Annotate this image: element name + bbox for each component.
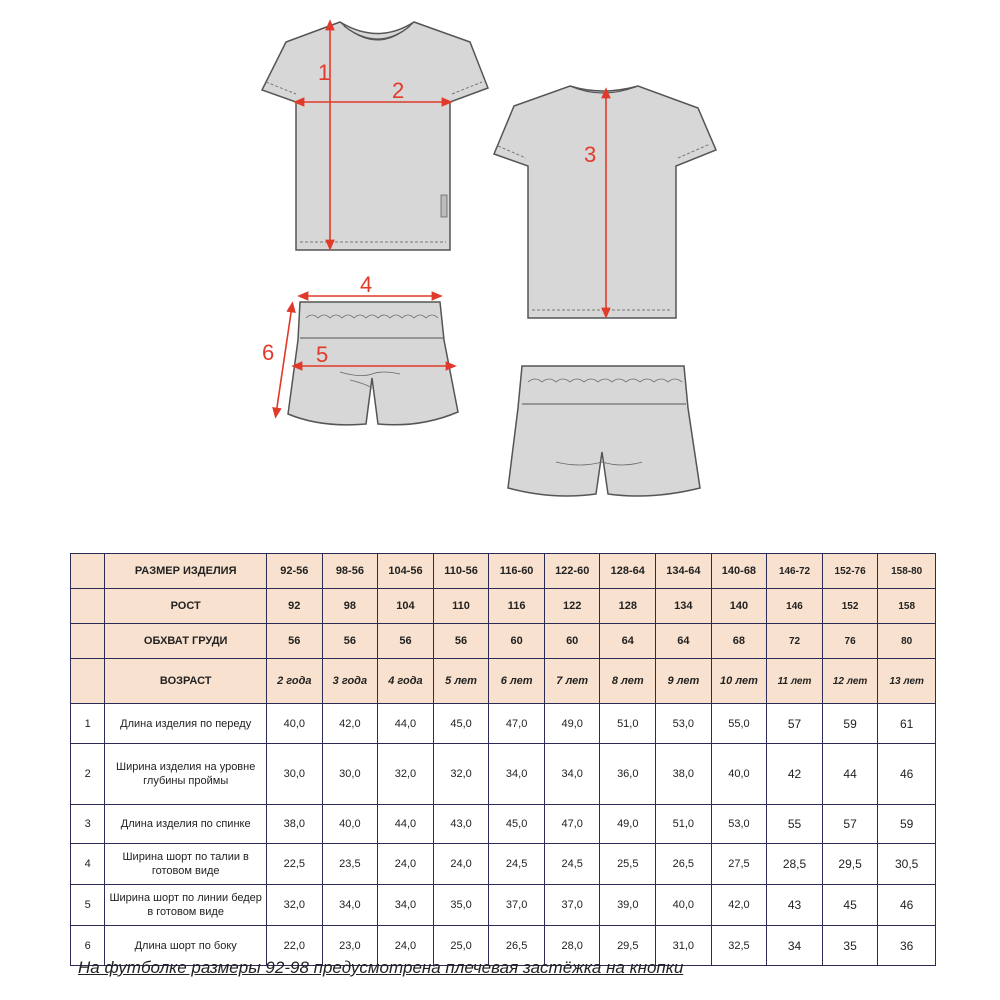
- table-cell: 37,0: [489, 885, 545, 926]
- table-cell: 28,5: [767, 844, 823, 885]
- table-cell: 42,0: [711, 885, 767, 926]
- header-cell: 128: [600, 589, 656, 624]
- table-cell: 43,0: [433, 805, 489, 844]
- table-cell: 24,5: [489, 844, 545, 885]
- row-label: Длина изделия по спинке: [105, 805, 267, 844]
- table-cell: 31,0: [656, 926, 712, 966]
- table-row: [71, 805, 936, 844]
- header-cell: 2 года: [267, 659, 323, 704]
- table-cell: 46: [878, 744, 936, 805]
- table-cell: 40,0: [322, 805, 378, 844]
- table-cell: 35: [822, 926, 878, 966]
- header-cell: 56: [378, 624, 434, 659]
- row-number: 3: [71, 805, 105, 844]
- table-cell: 44,0: [378, 805, 434, 844]
- table-cell: 59: [878, 805, 936, 844]
- table-cell: 30,5: [878, 844, 936, 885]
- header-cell: 140-68: [711, 554, 767, 589]
- row-label: Длина шорт по боку: [105, 926, 267, 966]
- header-row: [71, 624, 936, 659]
- table-cell: 36: [878, 926, 936, 966]
- table-cell: 53,0: [711, 805, 767, 844]
- table-cell: 61: [878, 704, 936, 744]
- measure-label-5: 5: [316, 342, 329, 367]
- header-cell: 11 лет: [767, 659, 823, 704]
- header-cell: 134-64: [656, 554, 712, 589]
- header-cell: 5 лет: [433, 659, 489, 704]
- row-label: Длина изделия по переду: [105, 704, 267, 744]
- measure-label-3: 3: [584, 142, 597, 167]
- header-cell: 68: [711, 624, 767, 659]
- header-label: ВОЗРАСТ: [105, 659, 267, 704]
- row-label: Ширина изделия на уровне глубины проймы: [105, 744, 267, 805]
- table-cell: 55,0: [711, 704, 767, 744]
- table-cell: 47,0: [489, 704, 545, 744]
- table-cell: 34: [767, 926, 823, 966]
- header-label: ОБХВАТ ГРУДИ: [105, 624, 267, 659]
- header-cell: 116-60: [489, 554, 545, 589]
- back-tshirt: [494, 86, 716, 318]
- row-number: 1: [71, 704, 105, 744]
- table-cell: 57: [767, 704, 823, 744]
- header-cell: 146-72: [767, 554, 823, 589]
- header-blank-cell: [71, 589, 105, 624]
- table-cell: 27,5: [711, 844, 767, 885]
- table-cell: 24,0: [378, 844, 434, 885]
- header-cell: 110: [433, 589, 489, 624]
- header-cell: 152-76: [822, 554, 878, 589]
- front-tshirt: [262, 22, 488, 250]
- header-cell: 8 лет: [600, 659, 656, 704]
- table-cell: 49,0: [544, 704, 600, 744]
- header-cell: 64: [600, 624, 656, 659]
- table-row: [71, 704, 936, 744]
- table-cell: 44,0: [378, 704, 434, 744]
- table-row: [71, 744, 936, 805]
- header-cell: 64: [656, 624, 712, 659]
- table-cell: 43: [767, 885, 823, 926]
- measure-label-4: 4: [360, 272, 373, 297]
- header-cell: 152: [822, 589, 878, 624]
- header-row: [71, 659, 936, 704]
- header-cell: 72: [767, 624, 823, 659]
- row-number: 5: [71, 885, 105, 926]
- measure-label-6: 6: [262, 340, 275, 365]
- row-label: Ширина шорт по линии бедер в готовом виде: [105, 885, 267, 926]
- size-table-body: [71, 554, 936, 966]
- table-cell: 23,0: [322, 926, 378, 966]
- table-cell: 22,0: [267, 926, 323, 966]
- table-cell: 32,5: [711, 926, 767, 966]
- header-cell: 7 лет: [544, 659, 600, 704]
- table-cell: 24,5: [544, 844, 600, 885]
- table-cell: 57: [822, 805, 878, 844]
- table-cell: 42: [767, 744, 823, 805]
- size-table: [70, 553, 936, 966]
- header-cell: 158: [878, 589, 936, 624]
- table-cell: 35,0: [433, 885, 489, 926]
- header-cell: 110-56: [433, 554, 489, 589]
- row-number: 2: [71, 744, 105, 805]
- header-cell: 60: [489, 624, 545, 659]
- table-cell: 34,0: [489, 744, 545, 805]
- table-cell: 29,5: [822, 844, 878, 885]
- header-label: РАЗМЕР ИЗДЕЛИЯ: [105, 554, 267, 589]
- back-shorts: [508, 366, 700, 496]
- table-cell: 39,0: [600, 885, 656, 926]
- header-cell: 13 лет: [878, 659, 936, 704]
- table-cell: 44: [822, 744, 878, 805]
- table-cell: 59: [822, 704, 878, 744]
- header-cell: 104-56: [378, 554, 434, 589]
- table-cell: 30,0: [322, 744, 378, 805]
- header-cell: 98-56: [322, 554, 378, 589]
- header-row: [71, 589, 936, 624]
- header-cell: 56: [322, 624, 378, 659]
- header-label: РОСТ: [105, 589, 267, 624]
- table-cell: 37,0: [544, 885, 600, 926]
- size-table-container: [70, 553, 936, 966]
- header-blank-cell: [71, 659, 105, 704]
- header-cell: 140: [711, 589, 767, 624]
- table-cell: 53,0: [656, 704, 712, 744]
- header-cell: 134: [656, 589, 712, 624]
- header-cell: 56: [267, 624, 323, 659]
- table-cell: 26,5: [489, 926, 545, 966]
- table-cell: 40,0: [267, 704, 323, 744]
- table-cell: 47,0: [544, 805, 600, 844]
- header-cell: 60: [544, 624, 600, 659]
- header-cell: 80: [878, 624, 936, 659]
- table-cell: 28,0: [544, 926, 600, 966]
- table-cell: 45,0: [489, 805, 545, 844]
- front-shorts: [288, 302, 458, 425]
- header-cell: 158-80: [878, 554, 936, 589]
- table-cell: 40,0: [711, 744, 767, 805]
- header-cell: 4 года: [378, 659, 434, 704]
- header-cell: 122-60: [544, 554, 600, 589]
- table-cell: 38,0: [267, 805, 323, 844]
- table-cell: 24,0: [433, 844, 489, 885]
- table-cell: 22,5: [267, 844, 323, 885]
- table-cell: 49,0: [600, 805, 656, 844]
- header-blank-cell: [71, 624, 105, 659]
- table-cell: 34,0: [544, 744, 600, 805]
- header-cell: 9 лет: [656, 659, 712, 704]
- header-cell: 122: [544, 589, 600, 624]
- table-cell: 30,0: [267, 744, 323, 805]
- header-cell: 116: [489, 589, 545, 624]
- header-cell: 92: [267, 589, 323, 624]
- measure-label-1: 1: [318, 60, 331, 85]
- table-row: [71, 844, 936, 885]
- header-cell: 92-56: [267, 554, 323, 589]
- header-row: [71, 554, 936, 589]
- table-cell: 42,0: [322, 704, 378, 744]
- footnote: На футболке размеры 92-98 предусмотрена плечевая застёжка на кнопки: [78, 958, 684, 977]
- table-cell: 23,5: [322, 844, 378, 885]
- row-number: 6: [71, 926, 105, 966]
- table-cell: 36,0: [600, 744, 656, 805]
- table-cell: 25,0: [433, 926, 489, 966]
- row-number: 4: [71, 844, 105, 885]
- header-cell: 10 лет: [711, 659, 767, 704]
- table-cell: 55: [767, 805, 823, 844]
- header-cell: 12 лет: [822, 659, 878, 704]
- row-label: Ширина шорт по талии в готовом виде: [105, 844, 267, 885]
- table-cell: 40,0: [656, 885, 712, 926]
- table-cell: 45: [822, 885, 878, 926]
- table-cell: 45,0: [433, 704, 489, 744]
- table-row: [71, 885, 936, 926]
- table-cell: 24,0: [378, 926, 434, 966]
- header-cell: 98: [322, 589, 378, 624]
- table-cell: 38,0: [656, 744, 712, 805]
- table-cell: 32,0: [378, 744, 434, 805]
- header-blank-cell: [71, 554, 105, 589]
- measure-label-2: 2: [392, 78, 405, 103]
- header-cell: 56: [433, 624, 489, 659]
- header-cell: 76: [822, 624, 878, 659]
- table-cell: 32,0: [433, 744, 489, 805]
- table-cell: 26,5: [656, 844, 712, 885]
- header-cell: 146: [767, 589, 823, 624]
- header-cell: 128-64: [600, 554, 656, 589]
- table-cell: 34,0: [378, 885, 434, 926]
- header-cell: 6 лет: [489, 659, 545, 704]
- table-cell: 34,0: [322, 885, 378, 926]
- table-cell: 51,0: [600, 704, 656, 744]
- header-cell: 104: [378, 589, 434, 624]
- table-cell: 29,5: [600, 926, 656, 966]
- table-cell: 51,0: [656, 805, 712, 844]
- header-cell: 3 года: [322, 659, 378, 704]
- table-cell: 32,0: [267, 885, 323, 926]
- table-cell: 25,5: [600, 844, 656, 885]
- table-cell: 46: [878, 885, 936, 926]
